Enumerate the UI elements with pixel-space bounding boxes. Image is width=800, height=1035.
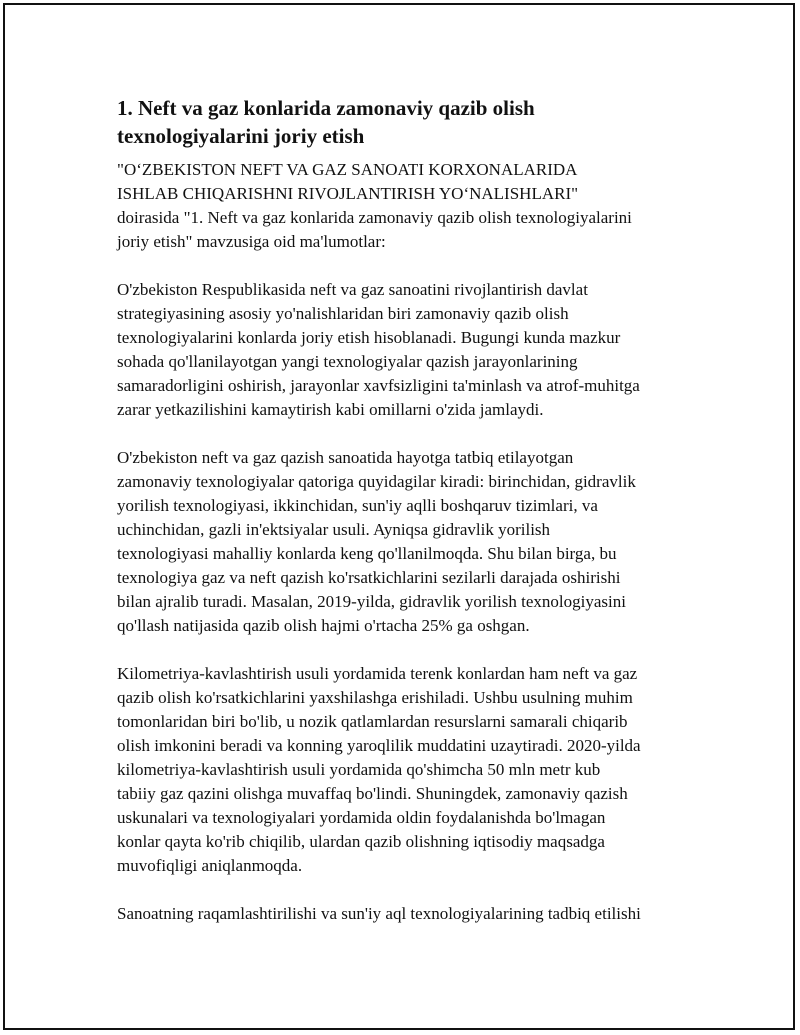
text-line: uskunalari va texnologiyalari yordamida oldin foydalanishda bo'lmagan [117, 808, 606, 827]
text-line: qazib olish ko'rsatkichlarini yaxshilashga erishiladi. Ushbu usulning muhim [117, 688, 633, 707]
text-line: tomonlaridan biri bo'lib, u nozik qatlamlardan resurslarni samarali chiqarib [117, 712, 628, 731]
text-line: doirasida "1. Neft va gaz konlarida zamonaviy qazib olish texnologiyalarini [117, 208, 632, 227]
document-body [117, 94, 697, 950]
text-line: zarar yetkazilishini kamaytirish kabi omillarni o'zida jamlaydi. [117, 400, 544, 419]
text-line: yorilish texnologiyasi, ikkinchidan, sun'iy aqlli boshqaruv tizimlari, va [117, 496, 598, 515]
text-line: tabiiy gaz qazini olishga muvaffaq bo'lindi. Shuningdek, zamonaviy qazish [117, 784, 628, 803]
paragraph-digitalization [117, 902, 697, 926]
paragraph-strategy [117, 278, 697, 422]
text-line: texnologiya gaz va neft qazish ko'rsatkichlarini sezilarli darajada oshirishi [117, 568, 621, 587]
text-line: muvofiqligi aniqlanmoqda. [117, 856, 303, 875]
title-line: 1. Neft va gaz konlarida zamonaviy qazib olish [117, 96, 535, 120]
text-line: O'zbekiston Respublikasida neft va gaz sanoatini rivojlantirish davlat [117, 280, 588, 299]
text-line: qo'llash natijasida qazib olish hajmi o'rtacha 25% ga oshgan. [117, 616, 530, 635]
text-line: strategiyasining asosiy yo'nalishlaridan biri zamonaviy qazib olish [117, 304, 569, 323]
text-line: O'zbekiston neft va gaz qazish sanoatida hayotga tatbiq etilayotgan [117, 448, 574, 467]
text-line: bilan ajralib turadi. Masalan, 2019-yilda, gidravlik yorilish texnologiyasini [117, 592, 626, 611]
paragraph-kilometriya [117, 662, 697, 878]
text-line: kilometriya-kavlashtirish usuli yordamida qo'shimcha 50 mln metr kub [117, 760, 601, 779]
text-line: texnologiyalarini konlarda joriy etish hisoblanadi. Bugungi kunda mazkur [117, 328, 621, 347]
text-line: ISHLAB CHIQARISHNI RIVOJLANTIRISH YO‘NALISHLARI" [117, 184, 579, 203]
document-title [117, 94, 697, 150]
text-line: zamonaviy texnologiyalar qatoriga quyidagilar kiradi: birinchidan, gidravlik [117, 472, 636, 491]
text-line: olish imkonini beradi va konning yaroqlilik muddatini uzaytiradi. 2020-yilda [117, 736, 641, 755]
text-line: samaradorligini oshirish, jarayonlar xavfsizligini ta'minlash va atrof-muhitga [117, 376, 640, 395]
text-line: konlar qayta ko'rib chiqilib, ulardan qazib olishning iqtisodiy maqsadga [117, 832, 605, 851]
text-line: Sanoatning raqamlashtirilishi va sun'iy aql texnologiyalarining tadbiq etilishi [117, 904, 641, 923]
text-line: "O‘ZBEKISTON NEFT VA GAZ SANOATI KORXONALARIDA [117, 160, 578, 179]
text-line: uchinchidan, gazli in'ektsiyalar usuli. Ayniqsa gidravlik yorilish [117, 520, 551, 539]
text-line: texnologiyasi mahalliy konlarda keng qo'llanilmoqda. Shu bilan birga, bu [117, 544, 617, 563]
text-line: joriy etish" mavzusiga oid ma'lumotlar: [117, 232, 386, 251]
text-line: Kilometriya-kavlashtirish usuli yordamida terenk konlardan ham neft va gaz [117, 664, 638, 683]
intro-paragraph [117, 158, 697, 254]
text-line: sohada qo'llanilayotgan yangi texnologiyalar qazish jarayonlarining [117, 352, 578, 371]
title-line: texnologiyalarini joriy etish [117, 124, 365, 148]
paragraph-technologies [117, 446, 697, 638]
